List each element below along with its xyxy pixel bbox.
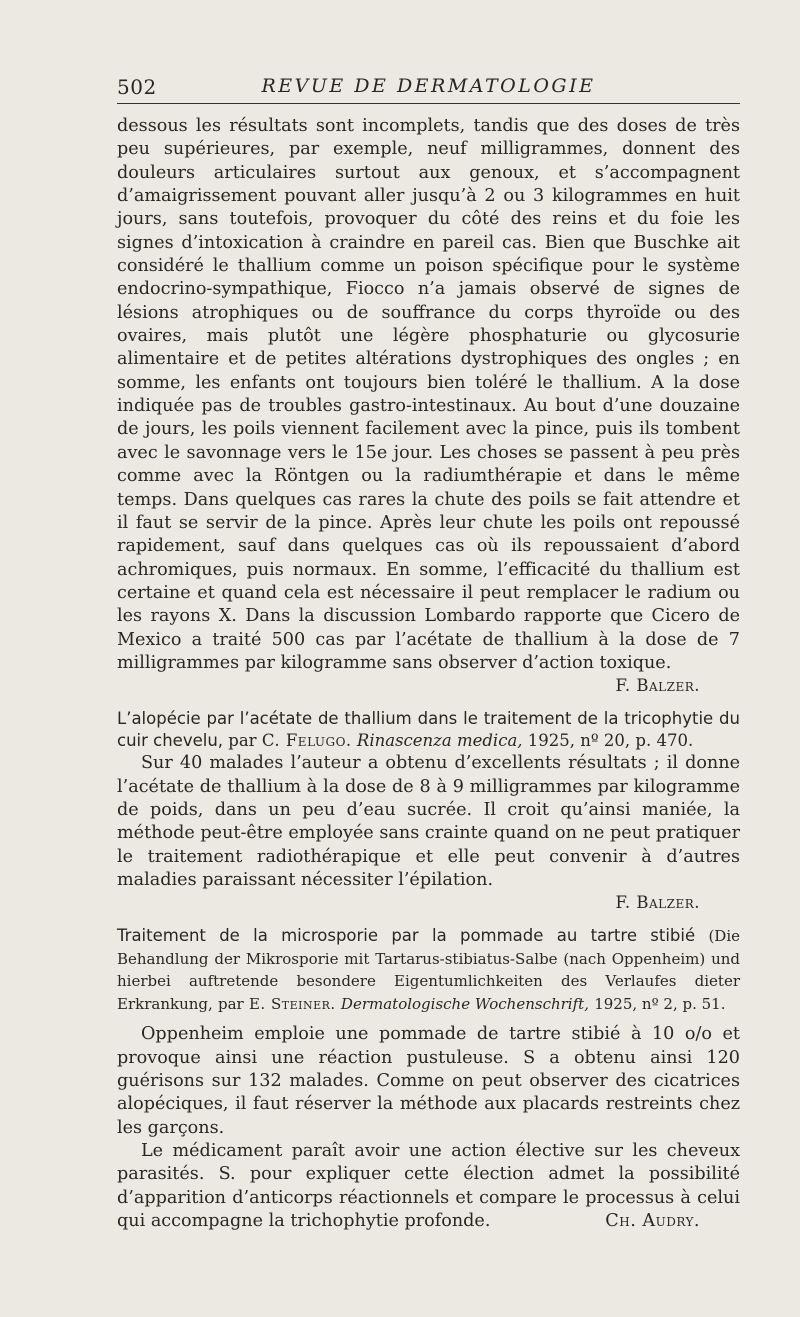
page-header	[117, 71, 740, 101]
article-title: Traitement de la microsporie par la pommade au tartre stibié	[117, 926, 696, 946]
review-body: Le médicament paraît avoir une action élective sur les cheveux parasités. S. pour expliquer cette élection admet la possibilité d’apparition d’anticorps réactionnels et compare le processus à celui qui accompagne la trichophytie profonde. Ch. Audry.	[117, 1140, 740, 1233]
article-author: C. Felugo.	[261, 731, 352, 751]
review-heading: L’alopécie par l’acétate de thallium dans le traitement de la tricophytie du cuir chevelu, par C. Felugo. Rinascenza medica, 1925, nº 20, p. 470.	[117, 709, 740, 751]
review-felugo	[117, 708, 740, 914]
signature: F. Balzer.	[615, 893, 700, 913]
continuation-review	[117, 115, 740, 697]
header-rule	[117, 103, 740, 104]
review-body: Sur 40 malades l’auteur a obtenu d’excellents résultats ; il donne l’acétate de thallium à la dose de 8 à 9 milligrammes par kilogramme de poids, dans un peu d’eau sucrée. Il croit qu’ainsi maniée, la méthode peut-être employée sans crainte quand on ne peut pratiquer le traitement radiothérapique et elle peut convenir à d’autres maladies paraissant nécessiter l’épilation.	[117, 753, 740, 890]
article-title: L’alopécie par l’acétate de thallium dans le traitement de la tricophytie du cuir chevelu,	[117, 709, 740, 751]
page-content	[117, 115, 740, 1233]
review-steiner	[117, 925, 740, 1233]
citation: 1925, nº 2, p. 51.	[594, 994, 726, 1013]
journal-name: Rinascenza medica,	[356, 731, 523, 751]
page-number: 502	[117, 75, 157, 99]
journal-name: Dermatologische Wochenschrift,	[340, 994, 589, 1013]
review-body: Oppenheim emploie une pommade de tartre stibié à 10 o/o et provoque ainsi une réaction pustuleuse. S a obtenu ainsi 120 guérisons sur 132 malades. Comme on peut observer des cicatrices alopéciques, il faut réserver la méthode aux placards restreints chez les garçons.	[117, 1024, 740, 1138]
signature: Ch. Audry.	[605, 1211, 700, 1232]
running-title: REVUE DE DERMATOLOGIE	[261, 75, 596, 97]
continuation-paragraph: dessous les résultats sont incomplets, tandis que des doses de très peu supérieures, par exemple, neuf milligrammes, donnent des douleurs articulaires surtout aux genoux, et s’accompagnent d’amaigrissement pouvant aller jusqu’à 2 ou 3 kilogrammes en huit jours, sans toutefois, provoquer du côté des reins et du foie les signes d’intoxication à craindre en pareil cas. Bien que Buschke ait considéré le thallium comme un poison spécifique pour le système endocrino-sympathique, Fiocco n’a jamais observé de signes de lésions atrophiques ou de souffrance du corps thyroïde ou des ovaires, mais plutôt une légère phosphaturie ou glycosurie alimentaire et de petites altérations dystrophiques des ongles ; en somme, les enfants ont toujours bien toléré le thallium. A la dose indiquée pas de troubles gastro-intestinaux. Au bout d’une douzaine de jours, les poils viennent facilement avec la pince, puis ils tombent avec le savonnage vers le 15e jour. Les choses se passent à peu près comme avec la Röntgen ou la radiumthérapie et dans le même temps. Dans quelques cas rares la chute des poils se fait attendre et il faut se servir de la pince. Après leur chute les poils ont repoussé rapidement, sauf dans quelques cas où ils repoussaient d’abord achromiques, puis normaux. En somme, l’efficacité du thallium est certaine et quand cela est nécessaire il peut remplacer le radium ou les rayons X. Dans la discussion Lombardo rapporte que Cicero de Mexico a traité 500 cas par l’acétate de thallium à la dose de 7 milligrammes par kilogramme sans observer d’action toxique.	[117, 116, 740, 673]
german-title: (Die Behandlung der Mikrosporie mit Tartarus-stibiatus-Salbe (nach Oppenheim) und hierbei auftretende besondere Eigentumlichkeiten des Verlaufes dieter Erkrankung,	[117, 927, 740, 1013]
review-heading: Traitement de la microsporie par la pommade au tartre stibié (Die Behandlung der Mikrosporie mit Tartarus-stibiatus-Salbe (nach Oppenheim) und hierbei auftretende besondere Eigentumlichkeiten des Verlaufes dieter Erkrankung, par E. Steiner. Dermatologische Wochenschrift, 1925, nº 2, p. 51.	[117, 926, 740, 1013]
citation: 1925, nº 20, p. 470.	[527, 731, 694, 751]
article-author: E. Steiner.	[248, 994, 336, 1013]
signature: F. Balzer.	[615, 676, 700, 696]
